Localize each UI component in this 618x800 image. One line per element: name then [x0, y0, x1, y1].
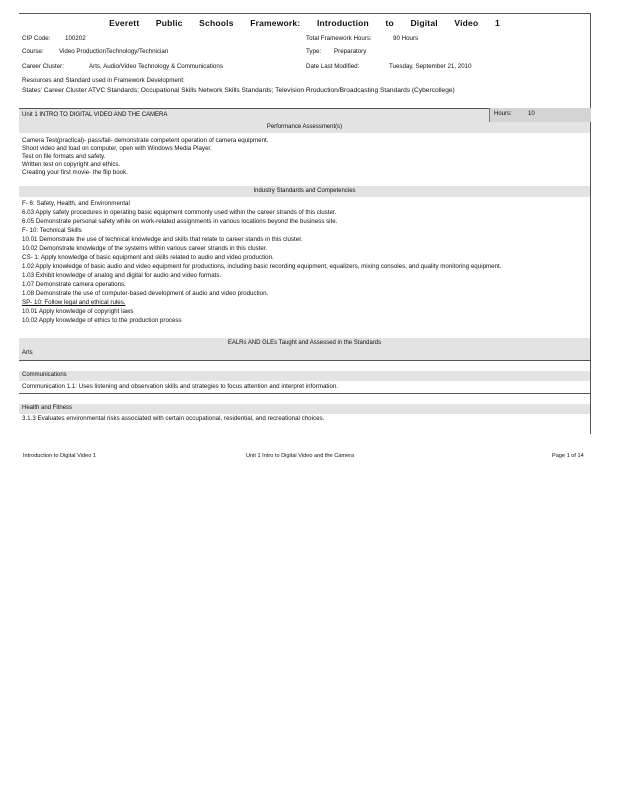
arts-label: Arts: [22, 350, 33, 356]
industry-heading-bar: [19, 186, 590, 197]
performance-item: Camera Test(practical)- pass/fail- demonstrate competent operation of camera equipment.: [22, 137, 269, 144]
framework-frame: [19, 13, 591, 434]
footer-page-number: Page 1 of 14: [552, 453, 584, 459]
industry-item: 1.03 Exhibit knowledge of analog and digital for audio and video formats.: [22, 272, 222, 279]
type-value: Preparatory: [334, 48, 367, 55]
cip-label: CIP Code:: [22, 35, 51, 42]
industry-item: 10.01 Apply knowledge of copyright laws: [22, 308, 134, 315]
performance-item: Written test on copyright and ethics.: [22, 161, 121, 168]
industry-heading: Industry Standards and Competencies: [253, 188, 356, 194]
industry-item: 10.02 Demonstrate knowledge of the systems within various career strands in this cluster.: [22, 245, 268, 252]
ealrs-heading-bar: [19, 338, 590, 360]
industry-item: 1.07 Demonstrate camera operations.: [22, 281, 126, 288]
industry-item: CS- 1: Apply knowledge of basic equipment and skills related to audio and video production.: [22, 254, 274, 261]
total-hours-label: Total Framework Hours:: [306, 35, 372, 42]
health-label: Health and Fitness: [22, 405, 73, 411]
unit-hours-value: 10: [528, 111, 535, 117]
footer-left: Introduction to Digital Video 1: [23, 453, 96, 459]
modified-label: Date Last Modified:: [306, 63, 360, 70]
communications-label: Communications: [22, 372, 67, 378]
performance-item: Shoot video and load on computer, open with Windows Media Player.: [22, 145, 212, 152]
industry-item: SP- 10: Follow legal and ethical rules.: [22, 299, 126, 306]
divider: [19, 393, 590, 394]
course-label: Course:: [22, 48, 44, 55]
cluster-label: Career Cluster:: [22, 63, 64, 70]
unit-hours-label: Hours:: [494, 111, 512, 117]
performance-heading-bar: [19, 123, 590, 133]
resources-value: States' Career Cluster ATVC Standards; Occupational Skills Network Skills Standards; Television Rroduction/Broadcasting Standards (Cybercollege): [22, 87, 455, 94]
modified-value: Tuesday, September 21, 2010: [389, 63, 472, 70]
unit-label: Unit 1 INTRO TO DIGITAL VIDEO AND THE CAMERA: [22, 112, 168, 118]
footer-center: Unit 1 Intro to Digital Video and the Camera: [246, 453, 355, 459]
ealrs-heading: EALRs AND GLEs Taught and Assessed in the Standards: [227, 340, 382, 346]
health-bar: [19, 404, 590, 414]
cluster-value: Arts, Audio/Video Technology & Communications: [89, 63, 223, 70]
unit-hours-cell: [489, 108, 591, 122]
industry-item: 1.02 Apply knowledge of basic audio and video equipment for productions, including basic recording equipment, equalizers, mixing consoles, and quality monitoring equipment.: [22, 263, 502, 270]
cip-value: 100202: [65, 35, 86, 42]
performance-heading: Performance Assessment(s): [266, 124, 343, 130]
industry-item: F- 6: Safety, Health, and Environmental: [22, 200, 130, 207]
communications-item: Communication 1.1: Uses listening and observation skills and strategies to focus attention and interpret information.: [22, 383, 339, 390]
course-value: Video ProductionTechnology/Technician: [59, 48, 169, 55]
industry-item: 10.01 Demonstrate the use of technical knowledge and skills that relate to career stands in this cluster.: [22, 236, 303, 243]
type-label: Type:: [306, 48, 322, 55]
industry-item: 6.03 Apply safety procedures in operating basic equipment commonly used within the career strands of this cluster.: [22, 209, 337, 216]
performance-item: Test on file formats and safety.: [22, 153, 106, 160]
performance-item: Creating your first movie- the flip book.: [22, 169, 128, 176]
divider: [19, 360, 590, 361]
industry-item: 10.02 Apply knowledge of ethics to the production process: [22, 317, 182, 324]
industry-item: F- 10: Technical Skills: [22, 227, 82, 234]
communications-bar: [19, 371, 590, 381]
industry-item: 6.05 Demonstrate personal safety while on work-related assignments in various locations beyond the business site.: [22, 218, 338, 225]
page-title: Everett Public Schools Framework: Introduction to Digital Video 1: [109, 18, 500, 28]
industry-item: 1.08 Demonstrate the use of computer-based development of audio and video production.: [22, 290, 269, 297]
resources-label: Resources and Standard used in Framework Development:: [22, 77, 185, 84]
health-item: 3.1.3 Evaluates environmental risks associated with certain occupational, residential, and recreational choices.: [22, 415, 325, 422]
total-hours-value: 90 Hours: [393, 35, 419, 42]
